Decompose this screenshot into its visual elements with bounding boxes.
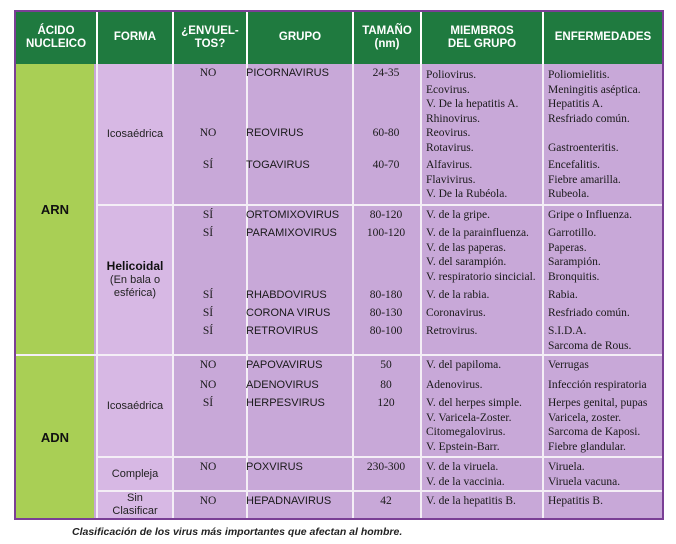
cell-envuelto: SÍ xyxy=(202,289,214,301)
row-divider xyxy=(16,354,662,356)
forma-label: Compleja xyxy=(111,467,159,480)
cell-envuelto: SÍ xyxy=(202,397,214,409)
cell-grupo: REOVIRUS xyxy=(246,127,304,139)
table-caption: Clasificación de los virus más importantes que afectan al hombre. xyxy=(72,526,403,538)
cell-envuelto: SÍ xyxy=(202,159,214,171)
cell-envuelto: NO xyxy=(199,461,217,473)
column-divider xyxy=(420,64,422,518)
header-forma: FORMA xyxy=(113,31,157,44)
cell-enfermedades: Poliomielitis. Meningitis aséptica. Hepatitis A. Resfriado común. xyxy=(548,69,641,125)
column-divider xyxy=(96,64,98,518)
cell-miembros: V. de la gripe. xyxy=(426,209,490,221)
row-divider xyxy=(98,456,662,458)
forma-title: Helicoidal xyxy=(106,259,164,274)
cell-grupo: PICORNAVIRUS xyxy=(246,67,329,79)
cell-grupo: TOGAVIRUS xyxy=(246,159,310,171)
column-divider xyxy=(172,64,174,518)
cell-miembros: V. del herpes simple. V. Varicela-Zoster. Citomegalovirus. V. Epstein-Barr. xyxy=(426,397,522,453)
cell-enfermedades: Verrugas xyxy=(548,359,589,371)
forma-label: Icosaédrica xyxy=(106,399,164,412)
cell-envuelto: SÍ xyxy=(202,227,214,239)
cell-envuelto: NO xyxy=(199,379,217,391)
cell-grupo: PARAMIXOVIRUS xyxy=(246,227,337,239)
cell-tamano: 230-300 xyxy=(366,461,406,473)
cell-miembros: Adenovirus. xyxy=(426,379,483,391)
cell-grupo: PAPOVAVIRUS xyxy=(246,359,323,371)
header-divider xyxy=(246,12,248,64)
forma-sin-clasificar xyxy=(98,492,172,518)
cell-enfermedades: Resfriado común. xyxy=(548,307,630,319)
cell-miembros: V. de la hepatitis B. xyxy=(426,495,516,507)
cell-grupo: HEPADNAVIRUS xyxy=(246,495,332,507)
cell-grupo: POXVIRUS xyxy=(246,461,303,473)
table-header xyxy=(16,12,662,64)
cell-miembros: Poliovirus. Ecovirus. V. De la hepatitis A. Rhinovirus. xyxy=(426,69,519,125)
cell-envuelto: NO xyxy=(199,359,217,371)
header-divider xyxy=(420,12,422,64)
cell-miembros: Reovirus. Rotavirus. xyxy=(426,127,474,154)
forma-adn-icosaedrica xyxy=(98,356,172,456)
cell-tamano: 42 xyxy=(380,495,392,507)
cell-envuelto: NO xyxy=(199,495,217,507)
cell-enfermedades: Gripe o Influenza. xyxy=(548,209,632,221)
cell-tamano: 80-180 xyxy=(369,289,403,301)
header-divider xyxy=(542,12,544,64)
cell-enfermedades: Rabia. xyxy=(548,289,578,301)
cell-grupo: RETROVIRUS xyxy=(246,325,319,337)
cell-tamano: 100-120 xyxy=(366,227,406,239)
cell-enfermedades: S.I.D.A. Sarcoma de Rous. xyxy=(548,325,632,352)
forma-subtitle: (En bala o esférica) xyxy=(109,274,161,299)
forma-helicoidal xyxy=(98,206,172,354)
cell-tamano: 80-120 xyxy=(369,209,403,221)
cell-envuelto: SÍ xyxy=(202,307,214,319)
acid-adn: ADN xyxy=(16,356,94,518)
cell-miembros: V. de la viruela. V. de la vaccinia. xyxy=(426,461,505,488)
header-divider xyxy=(352,12,354,64)
cell-envuelto: NO xyxy=(199,67,217,79)
cell-enfermedades: Garrotillo. Paperas. Sarampión. Bronquitis. xyxy=(548,227,601,283)
header-grupo: GRUPO xyxy=(278,31,322,44)
cell-tamano: 60-80 xyxy=(372,127,400,139)
row-divider xyxy=(98,204,662,206)
cell-enfermedades: Herpes genital, pupas Varicela, zoster. Sarcoma de Kaposi. Fiebre glandular. xyxy=(548,397,648,453)
cell-grupo: RHABDOVIRUS xyxy=(246,289,327,301)
cell-tamano: 80 xyxy=(380,379,392,391)
cell-miembros: V. del papiloma. xyxy=(426,359,502,371)
row-divider xyxy=(98,490,662,492)
cell-tamano: 80-100 xyxy=(369,325,403,337)
header-acido: ÁCIDO NUCLEICO xyxy=(25,24,87,50)
cell-enfermedades: Infección respiratoria xyxy=(548,379,647,391)
forma-label: Sin Clasificar xyxy=(112,492,158,517)
cell-miembros: V. de la rabia. xyxy=(426,289,490,301)
header-divider xyxy=(96,12,98,64)
cell-enfermedades: Viruela. Viruela vacuna. xyxy=(548,461,621,488)
cell-tamano: 40-70 xyxy=(372,159,400,171)
cell-miembros: V. de la parainfluenza. V. de las paperas. V. del sarampión. V. respiratorio sincicial. xyxy=(426,227,536,283)
cell-envuelto: NO xyxy=(199,127,217,139)
cell-miembros: Retrovirus. xyxy=(426,325,478,337)
cell-enfermedades: Encefalitis. Fiebre amarilla. Rubeola. xyxy=(548,159,621,200)
cell-grupo: HERPESVIRUS xyxy=(246,397,325,409)
forma-label: Icosaédrica xyxy=(106,127,164,140)
cell-enfermedades: Hepatitis B. xyxy=(548,495,603,507)
cell-tamano: 24-35 xyxy=(372,67,400,79)
header-envueltos: ¿ENVUEL- TOS? xyxy=(181,24,239,50)
virus-table xyxy=(14,10,664,520)
cell-tamano: 80-130 xyxy=(369,307,403,319)
cell-enfermedades: Gastroenteritis. xyxy=(548,141,619,154)
cell-envuelto: SÍ xyxy=(202,209,214,221)
cell-envuelto: SÍ xyxy=(202,325,214,337)
cell-grupo: CORONA VIRUS xyxy=(246,307,331,319)
header-miembros: MIEMBROS DEL GRUPO xyxy=(447,24,517,50)
header-divider xyxy=(172,12,174,64)
cell-miembros: Alfavirus. Flavivirus. V. De la Rubéola. xyxy=(426,159,508,200)
cell-grupo: ORTOMIXOVIRUS xyxy=(246,209,340,221)
header-tamano: TAMAÑO (nm) xyxy=(362,24,412,50)
cell-miembros: Coronavirus. xyxy=(426,307,486,319)
cell-tamano: 50 xyxy=(380,359,392,371)
forma-arn-icosaedrica xyxy=(98,64,172,204)
header-enfermedades: ENFERMEDADES xyxy=(554,31,652,44)
cell-tamano: 120 xyxy=(377,397,395,409)
forma-compleja xyxy=(98,458,172,490)
cell-grupo: ADENOVIRUS xyxy=(246,379,319,391)
acid-arn: ARN xyxy=(16,64,94,354)
